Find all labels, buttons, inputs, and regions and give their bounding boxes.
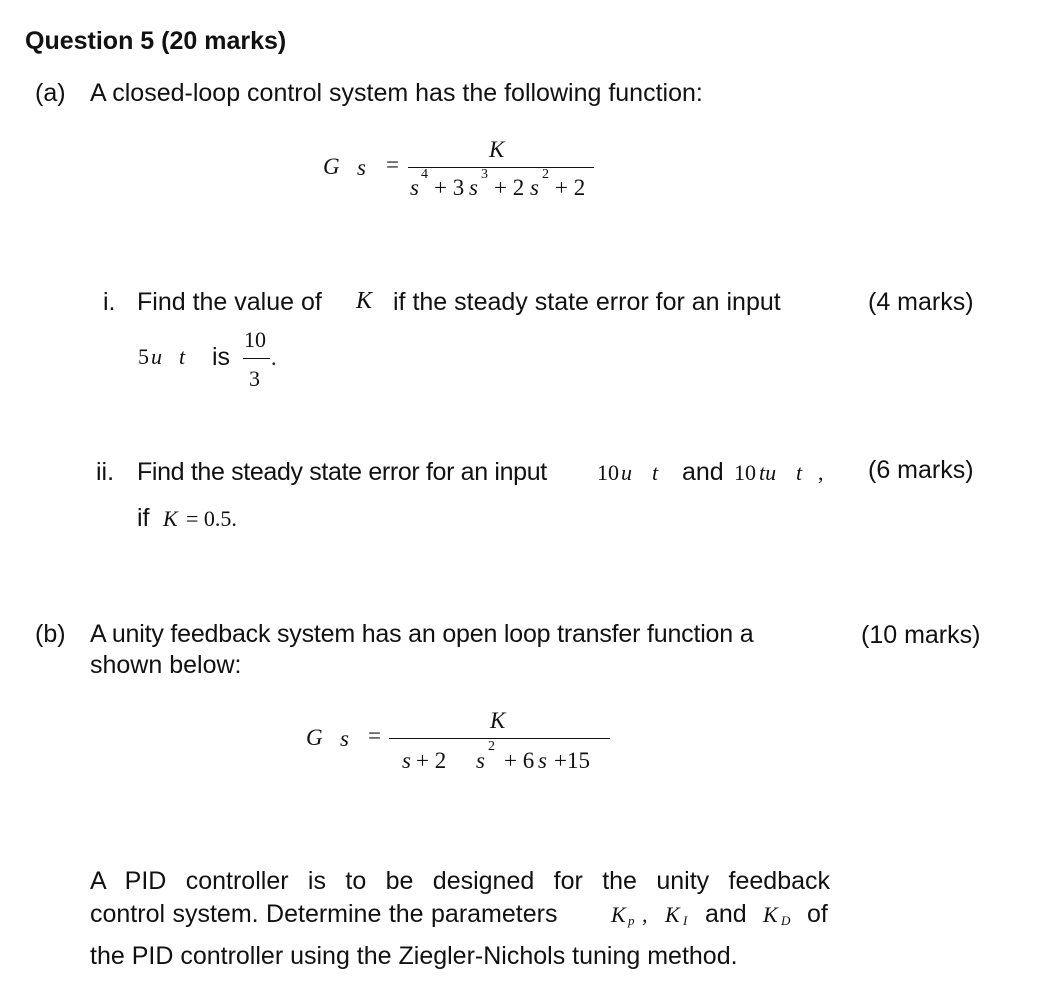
sub-i-text1: Find the value of	[137, 288, 322, 316]
sub-ii-and: and	[682, 458, 724, 486]
pid-Kp: K	[611, 902, 626, 927]
pid-line2-text: control system. Determine the parameters	[90, 900, 558, 928]
sub-i-input-u: u	[151, 344, 162, 369]
eq-b-den-b-exp: 2	[488, 739, 495, 754]
pid-line1	[90, 864, 830, 898]
eq-a-den-s1: s	[410, 175, 419, 200]
sub-i-frac-num: 10	[244, 327, 266, 352]
sub-ii-eq-value: = 0.5.	[186, 506, 237, 531]
sub-ii-in1-u: u	[621, 460, 632, 485]
eq-a-G: G	[323, 154, 340, 179]
sub-ii-in2-t: t	[796, 460, 803, 485]
eq-b-numerator: K	[490, 708, 506, 733]
eq-b-den-b-mid: + 6	[504, 748, 535, 773]
pid-line1-text: A PID controller is to be designed for the unity feedback	[90, 867, 830, 895]
pid-and: and	[705, 900, 747, 928]
pid-Kd-sub: D	[781, 913, 791, 928]
sub-i-label: i.	[103, 288, 116, 316]
sub-i-input-t: t	[179, 344, 186, 369]
pid-comma: ,	[642, 902, 648, 927]
sub-i-marks: (4 marks)	[868, 288, 974, 316]
pid-line3: the PID controller using the Ziegler-Nichols tuning method.	[90, 942, 738, 970]
sub-i-frac-den: 3	[249, 366, 260, 391]
part-b-marks: (10 marks)	[861, 621, 981, 649]
eq-a-den-s2: s	[469, 175, 478, 200]
pid-Ki: K	[665, 902, 680, 927]
eq-a-den-s3: s	[530, 175, 539, 200]
sub-ii-in2-tu: tu	[759, 460, 777, 485]
eq-a-s: s	[357, 155, 366, 180]
sub-ii-comma: ,	[818, 460, 824, 485]
sub-ii-if: if	[137, 504, 150, 532]
sub-i-period: .	[271, 345, 277, 370]
pid-Ki-sub: I	[683, 913, 688, 928]
eq-a-den-exp3: 2	[542, 167, 549, 182]
part-a-text: A closed-loop control system has the following function:	[90, 79, 703, 107]
sub-i-K: K	[356, 288, 373, 314]
pid-of: of	[807, 900, 828, 928]
sub-i-input-coef: 5	[138, 344, 149, 369]
eq-a-fraction-bar	[408, 167, 594, 168]
sub-ii-marks: (6 marks)	[868, 456, 974, 484]
eq-a-equals: =	[386, 152, 399, 177]
sub-ii-in1-t: t	[652, 460, 659, 485]
eq-a-den-exp1: 4	[421, 167, 428, 182]
eq-a-numerator: K	[489, 137, 505, 162]
sub-i-is: is	[212, 343, 231, 371]
question-title: Question 5 (20 marks)	[25, 27, 287, 55]
pid-Kp-sub: p	[628, 913, 635, 928]
eq-a-den-plus3: + 2	[555, 175, 586, 200]
part-a-label: (a)	[35, 79, 66, 107]
sub-ii-in2-coef: 10	[734, 460, 756, 485]
part-b-line1: A unity feedback system has an open loop transfer function a	[90, 620, 754, 648]
eq-b-den-b-end: +15	[554, 748, 590, 773]
eq-a-den-plus2: + 2	[494, 175, 525, 200]
eq-a-den-plus1: + 3	[434, 175, 465, 200]
eq-b-s: s	[340, 726, 349, 751]
sub-ii-in1-coef: 10	[597, 460, 619, 485]
part-b-line2: shown below:	[90, 651, 242, 679]
eq-b-fraction-bar	[389, 738, 610, 739]
eq-b-den-b-s2: s	[538, 748, 547, 773]
eq-b-den-b-s1: s	[476, 748, 485, 773]
eq-b-den-a-rest: + 2	[416, 748, 447, 773]
eq-b-equals: =	[368, 723, 381, 748]
sub-i-text2: if the steady state error for an input	[393, 288, 781, 316]
sub-ii-K: K	[163, 506, 178, 531]
eq-b-den-a-s: s	[402, 748, 411, 773]
sub-ii-label: ii.	[96, 458, 115, 486]
sub-ii-text1: Find the steady state error for an input	[137, 458, 547, 486]
sub-i-frac-bar	[243, 358, 270, 359]
part-b-label: (b)	[35, 620, 66, 648]
eq-a-den-exp2: 3	[481, 167, 488, 182]
eq-b-G: G	[306, 725, 323, 750]
pid-Kd: K	[763, 902, 778, 927]
